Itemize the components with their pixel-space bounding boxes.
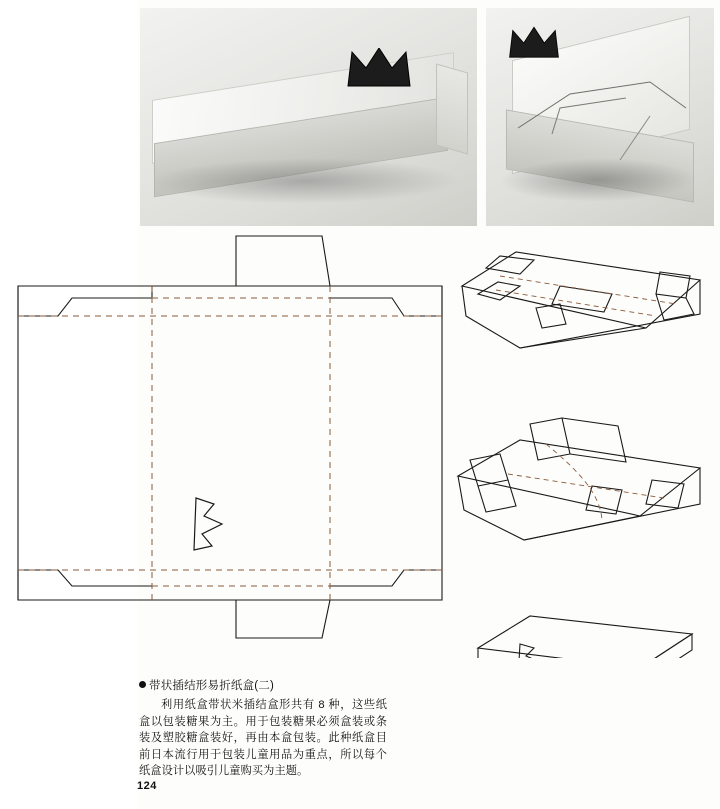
inner-fold-lines [500, 64, 700, 174]
photo-closed-box [140, 8, 477, 226]
bullet-icon [139, 681, 146, 688]
assembly-diagram-2 [458, 418, 700, 540]
photo-open-box-image [486, 8, 714, 226]
caption-block [139, 678, 387, 780]
box-side-face [436, 63, 468, 154]
crown-cutout-icon [194, 498, 222, 550]
caption-paragraph: 利用纸盒带状米插结盒形共有 8 种，这些纸盒以包装糖果为主。用于包装糖果必须盒装或条装及塑胶糖盒装好，再由本盒包装。此种纸盒目前日本流行用于包装儿童用品为重点，所以每个纸盒设计以吸引儿童购买为主题。 [139, 699, 387, 778]
photo-open-box [486, 8, 714, 226]
caption-title-text: 带状插结形易折纸盒(二) [149, 680, 275, 692]
photo-closed-box-image [140, 8, 477, 226]
dieline-fold-lines [18, 286, 442, 600]
caption-body [139, 697, 387, 780]
crown-tab-icon [346, 48, 412, 88]
crown-tab-icon [508, 26, 560, 60]
dieline-flat-layout [18, 236, 442, 638]
assembly-diagram-1 [462, 252, 700, 348]
caption-title [139, 678, 387, 695]
assembly-diagram-3 [478, 616, 692, 658]
page-number: 124 [137, 780, 157, 792]
box-shadow [143, 158, 468, 204]
crown-print-icon [518, 644, 540, 658]
technical-drawings [0, 228, 720, 658]
assembly-diagram-1-folds [496, 276, 676, 316]
